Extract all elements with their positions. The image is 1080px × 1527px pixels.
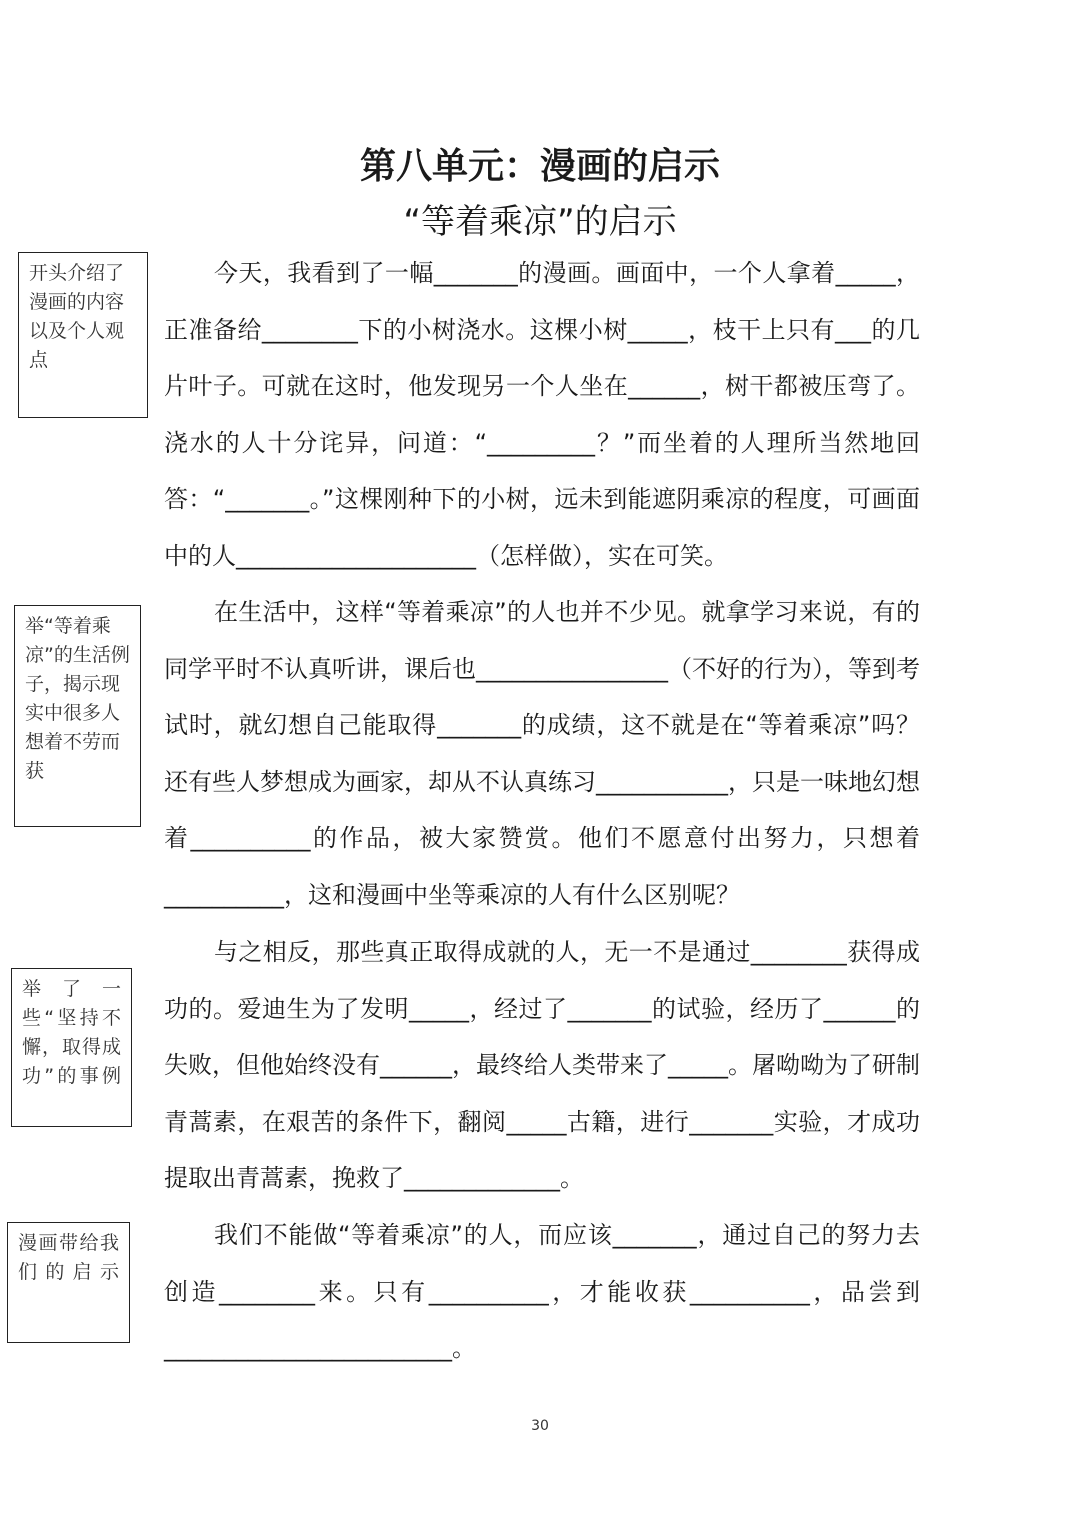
paragraph-comic-description: 今天，我看到了一幅_______的漫画。画面中，一个人拿着_____，正准备给________下的小树浇水。这棵小树_____，枝干上只有___的几片叶子。可就在这时，他发现另一个人坐在______，树干都被压弯了。浇水的人十分诧异，问道：“_________？”而坐着的人理所当然地回答：“_______。”这棵刚种下的小树，远未到能遮阴乘凉的程度，可画面中的人____________________（怎样做），实在可笑。 [164,259,920,570]
paragraph-conclusion: 我们不能做“等着乘凉”的人，而应该_______，通过自己的努力去创造________来。只有__________，才能收获__________，品尝到________________________。 [164,1221,920,1363]
margin-note-life-example: 举“等着乘凉”的生活例子，揭示现实中很多人想着不劳而获 [14,605,141,827]
paragraph-success-stories: 与之相反，那些真正取得成就的人，无一不是通过________获得成功的。爱迪生为了发明_____，经过了_______的试验，经历了______的失败，但他始终没有______，最终给人类带来了_____。屠呦呦为了研制青蒿素，在艰苦的条件下，翻阅_____古籍，进行_______实验，才成功提取出青蒿素，挽救了_____________。 [164,938,920,1193]
margin-note-lesson: 漫画带给我们的启示 [7,1222,130,1343]
margin-note-success-examples: 举了一些“坚持不懈，取得成功”的事例 [11,968,132,1127]
essay-title: “等着乘凉”的启示 [403,202,677,242]
page-title: 第八单元：漫画的启示 [359,146,720,187]
paragraph-life-examples: 在生活中，这样“等着乘凉”的人也并不少见。就拿学习来说，有的同学平时不认真听讲，课后也________________（不好的行为），等到考试时，就幻想自己能取得_______的成绩，这不就是在“等着乘凉”吗？还有些人梦想成为画家，却从不认真练习___________，只是一味地幻想着__________的作品，被大家赞赏。他们不愿意付出努力，只想着__________，这和漫画中坐等乘凉的人有什么区别呢？ [164,598,920,909]
page-number: 30 [531,1418,549,1434]
margin-note-opening: 开头介绍了漫画的内容以及个人观点 [18,252,148,418]
